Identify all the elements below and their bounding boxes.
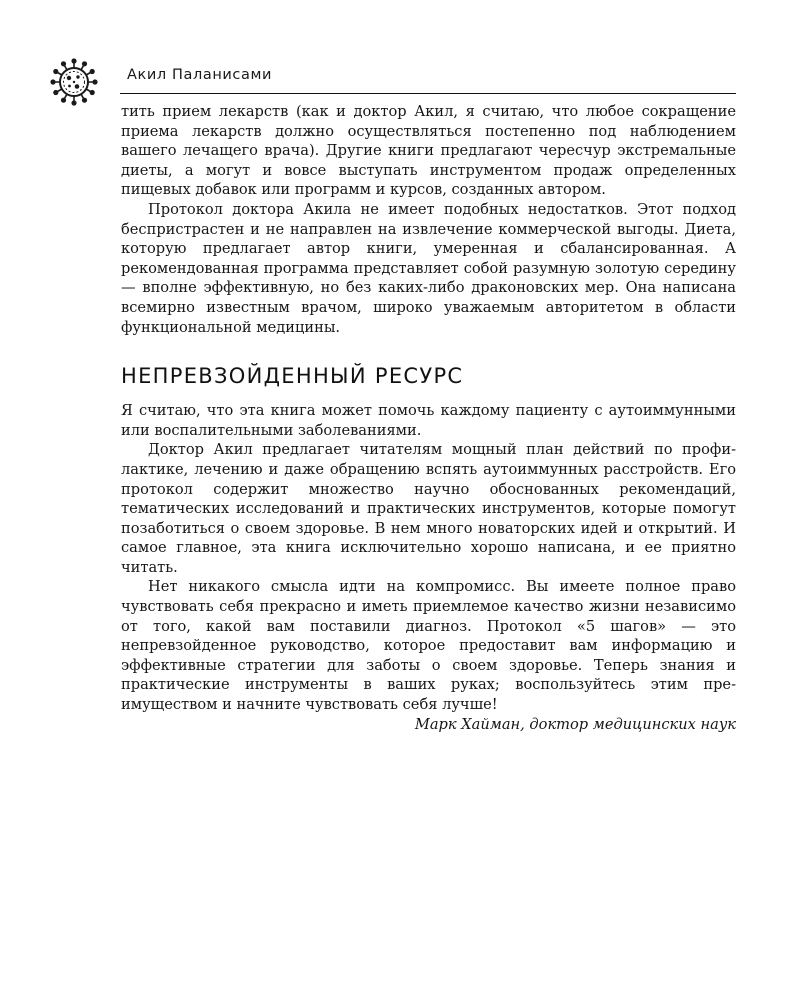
header-rule (120, 93, 736, 94)
paragraph-continued: тить прием лекарств (как и доктор Акил, я считаю, что любое сокращение приема лекарств должно осуществляться постепенно под наблюдением вашего лечащего врача). Другие книги предлагают чересчур экстремальные диеты, а могут и вовсе выступать инструментом продаж определенных пищевых добавок или программ и курсов, созданных автором. (121, 103, 736, 199)
paragraph: Нет никакого смысла идти на компромисс. Вы имеете полное право чувствовать себя прекрасно и иметь приемлемое качество жизни независимо от того, какой вам поставили диагноз. Протокол «5 шагов» — это непревзойденное руководство, которое предоставит вам информацию и эффективные стратегии для заботы о своем здоровье. Теперь знания и практические инструменты в ваших руках; воспользуйтесь этим преимуществом и начните чувствовать себя лучше! (121, 578, 736, 714)
paragraph: Доктор Акил предлагает читателям мощный план действий по профилактике, лечению и даже обращению вспять аутоиммунных расстройств. Его протокол содержит множество научно обоснованных рекомендаций, тематических исследований и практических инструментов, которые помогут позаботиться о своем здоровье. В нем много новаторских идей и открытий. И самое главное, эта книга исключительно хорошо написана, и ее приятно читать. (121, 441, 736, 576)
signature: Марк Хайман, доктор медицинских наук (414, 715, 736, 733)
virus-cell-icon (50, 58, 98, 106)
paragraph: Протокол доктора Акила не имеет подобных недостатков. Этот подход беспристрастен и не направлен на извлечение коммерческой выгоды. Диета, которую предлагает автор книги, умеренная и сбалансированная. А рекомендованная программа представляет собой разумную золотую середину — вполне эффективную, но без каких-либо драконовских мер. Она написана всемирно известным врачом, широко уважаемым авторитетом в области функциональной медицины. (121, 200, 736, 336)
section-heading: НЕПРЕВЗОЙДЕННЫЙ РЕСУРС (121, 364, 464, 389)
page-body (121, 102, 736, 734)
page-header (50, 58, 736, 98)
running-head-author: Акил Паланисами (127, 67, 273, 83)
paragraph-lead: Я считаю, что эта книга может помочь каждому пациенту с аутоиммунными или воспалительными заболеваниями. (121, 402, 736, 439)
